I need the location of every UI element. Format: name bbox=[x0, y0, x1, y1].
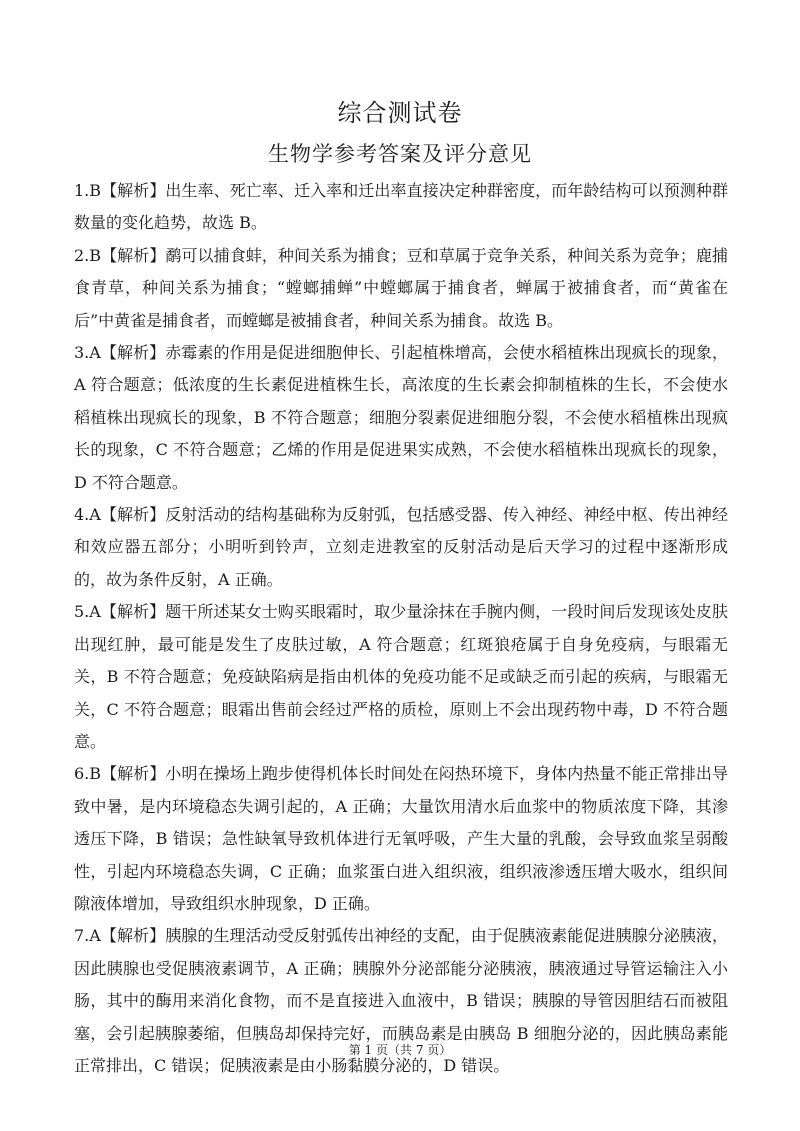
answer-item: 6.B【解析】小明在操场上跑步使得机体长时间处在闷热环境下，身体内热量不能正常排出导致中暑，是内环境稳态失调引起的，A 正确；大量饮用清水后血浆中的物质浓度下降，其渗透压下降，B 错误；急性缺氧导致机体进行无氧呼吸，产生大量的乳酸，会导致血浆呈弱酸性，引起内环境稳态失调，C 正确；血浆蛋白进入组织液，组织液渗透压增大吸水，组织间隙液体增加，导致组织水肿现象，D 正确。 bbox=[74, 764, 728, 913]
answer-item: 4.A【解析】反射活动的结构基础称为反射弧，包括感受器、传入神经、神经中枢、传出神经和效应器五部分；小明听到铃声，立刻走进教室的反射活动是后天学习的过程中逐渐形成的，故为条件反射，A 正确。 bbox=[74, 505, 728, 589]
answer-item: 2.B【解析】鹬可以捕食蚌，种间关系为捕食；豆和草属于竞争关系，种间关系为竞争；鹿捕食青草，种间关系为捕食；“螳螂捕蝉”中螳螂属于捕食者，蝉属于被捕食者，而“黄雀在后”中黄雀是捕食者，而螳螂是被捕食者，种间关系为捕食。故选 B。 bbox=[74, 245, 728, 330]
page-subtitle: 生物学参考答案及评分意见 bbox=[268, 142, 532, 166]
answer-item: 1.B【解析】出生率、死亡率、迁入率和迁出率直接决定种群密度，而年龄结构可以预测种群数量的变化趋势，故选 B。 bbox=[74, 181, 728, 233]
answer-item: 5.A【解析】题干所述某女士购买眼霜时，取少量涂抹在手腕内侧，一段时间后发现该处皮肤出现红肿，最可能是发生了皮肤过敏，A 符合题意；红斑狼疮属于自身免疫病，与眼霜无关，B 不符合题意；免疫缺陷病是指由机体的免疫功能不足或缺乏而引起的疾病，与眼霜无关，C 不符合题意；眼霜出售前会经过严格的质检，原则上不会出现药物中毒，D 不符合题意。 bbox=[74, 602, 728, 751]
answer-list bbox=[74, 175, 728, 1082]
answer-item: 7.A【解析】胰腺的生理活动受反射弧传出神经的支配，由于促胰液素能促进胰腺分泌胰液，因此胰腺也受促胰液素调节，A 正确；胰腺外分泌部能分泌胰液，胰液通过导管运输注入小肠，其中的酶用来消化食物，而不是直接进入血液中，B 错误；胰腺的导管因胆结石而被阻塞，会引起胰腺萎缩，但胰岛却保持完好，而胰岛素是由胰岛 B 细胞分泌的，因此胰岛素能正常排出，C 错误；促胰液素是由小肠黏膜分泌的，D 错误。 bbox=[74, 926, 728, 1075]
page-number: 第 1 页（共 7 页） bbox=[348, 1043, 452, 1057]
answer-item: 3.A【解析】赤霉素的作用是促进细胞伸长、引起植株增高，会使水稻植株出现疯长的现象，A 符合题意；低浓度的生长素促进植株生长，高浓度的生长素会抑制植株的生长，不会使水稻植株出现疯长的现象，B 不符合题意；细胞分裂素促进细胞分裂，不会使水稻植株出现疯长的现象，C 不符合题意；乙烯的作用是促进果实成熟，不会使水稻植株出现疯长的现象，D 不符合题意。 bbox=[74, 343, 728, 492]
page-title: 综合测试卷 bbox=[337, 99, 463, 127]
